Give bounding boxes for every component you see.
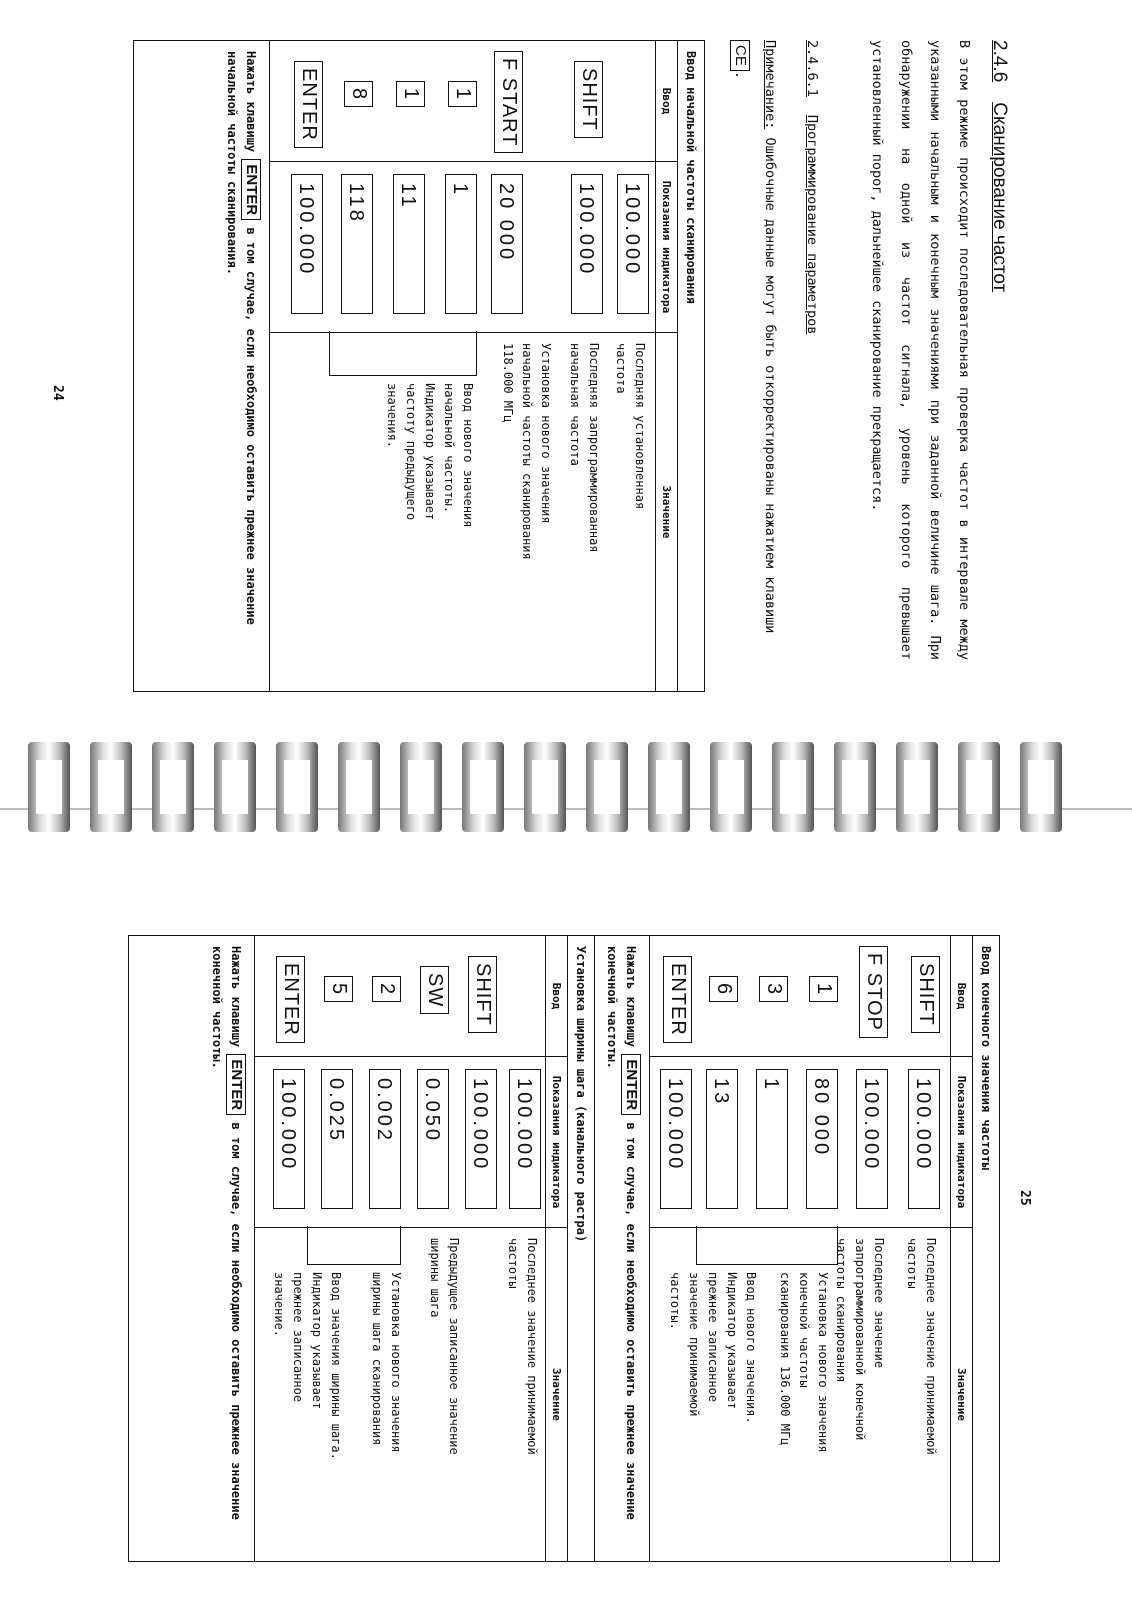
key-2: 2 <box>372 976 401 1002</box>
table-footnote: Нажать клавишу ENTER в том случае, если необходимо оставить прежнее значение начальной частоты сканирования. <box>215 41 270 691</box>
display-value: 100.000 <box>856 1069 888 1209</box>
display-value: 100.000 <box>660 1069 692 1209</box>
section-heading: 2.4.6Сканирование частот <box>989 40 1010 293</box>
key-5: 5 <box>324 976 353 1002</box>
display-value: 11 <box>393 174 425 314</box>
table-title: Ввод начальной частоты сканирования <box>677 41 704 691</box>
header-display: Показания индикатора <box>546 1057 567 1228</box>
enter-key: ENTER <box>241 159 261 220</box>
key-8: 8 <box>344 81 373 107</box>
display-value: 20 000 <box>491 174 523 314</box>
value-text: Ввод нового значения. Индикатор указывает прежнее записанное значение принимаемой частоты. <box>668 1272 758 1424</box>
key-1: 1 <box>448 81 477 107</box>
table-footnote: Нажать клавишу ENTER в том случае, если необходимо оставить прежнее значение конечной частоты. <box>200 936 255 1561</box>
value-text: Ввод нового значения начальной частоты. Индикатор указывает частоту предыдущего значения. <box>385 383 475 528</box>
key-enter: ENTER <box>663 956 692 1043</box>
value-text: Последнее значение принимаемой частоты <box>506 1238 539 1455</box>
value-text: Последняя запрограммированная начальная частота <box>568 343 601 553</box>
display-value: 100.000 <box>509 1069 541 1209</box>
key-f-start: F START <box>494 51 523 153</box>
display-value: 1 <box>445 174 477 314</box>
display-value: 100.000 <box>571 174 603 314</box>
display-value: 100.000 <box>908 1069 940 1209</box>
start-frequency-table <box>133 40 705 692</box>
header-display: Показания индикатора <box>656 162 677 333</box>
value-text: Ввод значения ширины шага. Индикатор указывает прежнее записанное значение. <box>272 1272 343 1460</box>
display-value: 0.002 <box>369 1069 401 1209</box>
frequency-tables <box>128 935 1000 1562</box>
key-enter: ENTER <box>276 956 305 1043</box>
key-shift: SHIFT <box>911 956 940 1033</box>
key-shift: SHIFT <box>468 956 497 1033</box>
value-text: Установка нового значения ширины шага сканирования <box>370 1272 403 1453</box>
table-footnote: Нажать клавишу ENTER в том случае, если необходимо оставить прежнее значение конечной частоты. <box>595 936 650 1561</box>
display-value: 100.000 <box>273 1069 305 1209</box>
table-title: Установка ширины шага (канального растра) <box>567 936 595 1561</box>
bracket <box>307 1226 401 1265</box>
enter-key: ENTER <box>621 1054 641 1115</box>
value-text: Последнее значение принимаемой частоты <box>905 1238 938 1455</box>
display-value: 118 <box>341 174 373 314</box>
key-sw: SW <box>420 966 449 1014</box>
page-number: 24 <box>50 385 65 401</box>
display-value: 1 <box>756 1069 788 1209</box>
page-25 <box>110 935 1032 1575</box>
display-value: 80 000 <box>806 1069 838 1209</box>
display-value: 0.025 <box>321 1069 353 1209</box>
key-1: 1 <box>396 81 425 107</box>
header-value: Значение <box>550 1368 563 1421</box>
enter-key: ENTER <box>226 1054 246 1115</box>
key-6: 6 <box>709 976 738 1002</box>
display-value: 0.050 <box>417 1069 449 1209</box>
bracket <box>696 1226 838 1265</box>
key-f-stop: F STOP <box>859 946 888 1038</box>
header-display: Показания индикатора <box>951 1057 972 1228</box>
page-24 <box>50 40 1010 720</box>
display-value: 13 <box>706 1069 738 1209</box>
value-text: Установка нового значения начальной частоты сканирования 118.000 МГц <box>501 343 553 560</box>
intro-paragraph: В этом режиме происходит последовательная проверка частот в интервале между указанными начальным и конечным значениями при заданной величине шага. При обнаружении на одной из частот сигнала, уровень которого превышает установленный порог, дальнейшее сканирование прекращается. <box>869 40 972 660</box>
table-title: Ввод конечного значения частоты <box>972 936 999 1561</box>
display-value: 100.000 <box>291 174 323 314</box>
page-number: 25 <box>1017 1190 1032 1206</box>
value-text: Установка нового значения конечной частоты сканирования 136.000 МГц <box>778 1272 830 1453</box>
header-input: Ввод <box>656 41 677 162</box>
key-shift: SHIFT <box>574 61 603 138</box>
header-input: Ввод <box>546 936 567 1057</box>
display-value: 100.000 <box>617 174 649 314</box>
header-value: Значение <box>660 485 673 539</box>
ce-key: CE <box>730 40 750 71</box>
value-text: Предыдущее записанное значение ширины шага <box>428 1238 461 1455</box>
key-3: 3 <box>759 976 788 1002</box>
subsection-heading: 2.4.6.1Программирование параметров <box>804 40 820 335</box>
bracket <box>329 331 477 376</box>
display-value: 100.000 <box>465 1069 497 1209</box>
note: Примечание: Ошибочные данные могут быть откорректированы нажатием клавиши CE. <box>732 40 778 634</box>
key-enter: ENTER <box>294 61 323 148</box>
value-text: Последнее значение запрограммированной конечной частоты сканирования <box>834 1238 886 1441</box>
value-text: Последняя установленная частота <box>614 343 647 510</box>
header-value: Значение <box>955 1368 968 1421</box>
key-1: 1 <box>809 976 838 1002</box>
header-input: Ввод <box>951 936 972 1057</box>
